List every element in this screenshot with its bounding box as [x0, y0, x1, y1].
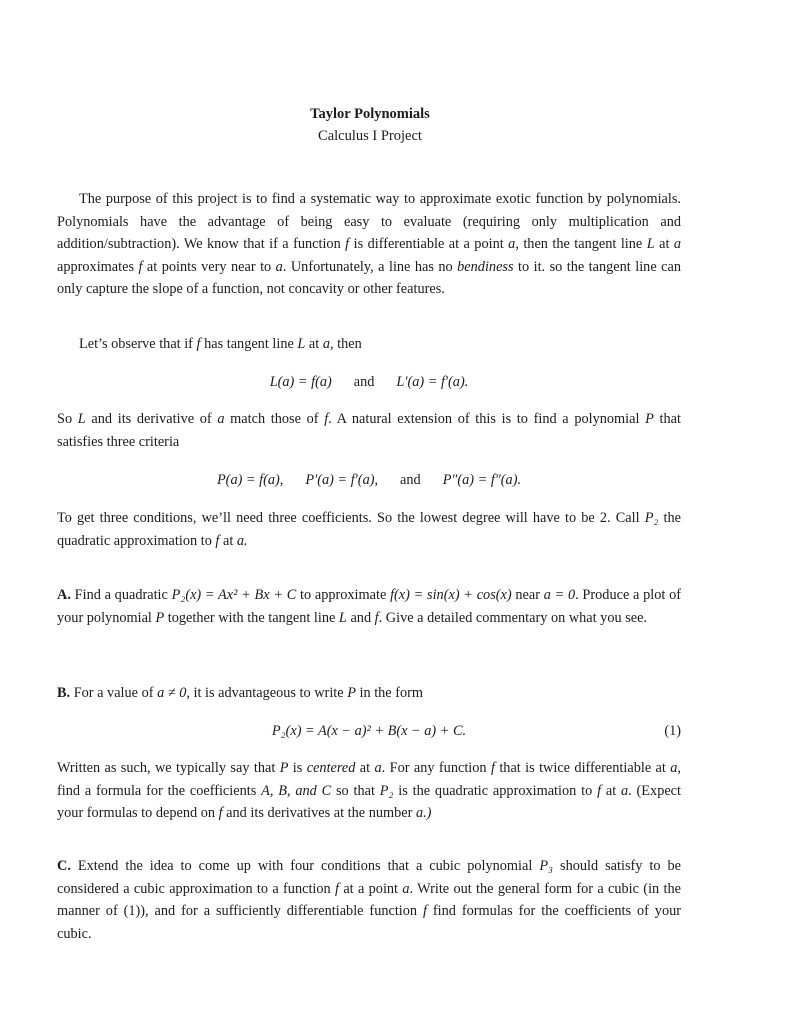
math-coefficients: A, B, and C	[261, 782, 332, 799]
math-a: a	[374, 760, 382, 776]
text-run: in the form	[355, 685, 424, 701]
text-run: . Produce a plot of your polynomial	[57, 587, 681, 626]
part-a-paragraph	[57, 584, 681, 629]
text-run: . Give a detailed commentary on what you see.	[378, 609, 648, 626]
text-run: Written as such, we typically say that	[57, 760, 280, 776]
text-run: at points very near to	[142, 258, 276, 275]
emphasis-centered: centered	[306, 760, 356, 776]
text-run: , then the tangent line	[515, 236, 647, 252]
equation-part: P″(a) = f″(a).	[442, 472, 522, 488]
text-run: . (Expect your formulas to depend on	[57, 782, 682, 821]
text-run: has tangent line	[200, 336, 298, 352]
math-f: f	[218, 805, 223, 821]
math-f: f	[423, 903, 427, 919]
math-f: f	[345, 236, 350, 252]
text-run: and	[346, 609, 375, 626]
emphasis-bendiness: bendiness	[457, 258, 514, 275]
text-run: To get three conditions, we’ll need three coefficients. So the lowest degree will have to be 2. Call	[57, 510, 645, 526]
text-run: that is twice differentiable at	[494, 760, 671, 776]
text-run: should satisfy to be considered a cubic approximation to a function	[57, 858, 681, 897]
text-run: . Unfortunately, a line has no	[282, 258, 458, 275]
part-b-paragraph	[57, 682, 681, 705]
text-run: at	[654, 236, 674, 252]
equation-number: (1)	[664, 723, 681, 739]
text-run: find formulas for the coefficients of your cubic.	[57, 903, 682, 942]
equation-criteria	[57, 469, 681, 492]
math-L: L	[297, 336, 306, 352]
equation-part: L(a) = f(a)	[269, 374, 332, 390]
text-run: and its derivative of	[85, 411, 218, 427]
text-run: . A natural extension of this is to find a polynomial	[328, 411, 646, 427]
math-a: a	[508, 236, 516, 252]
text-run: , find a formula for the coefficients	[57, 760, 681, 799]
text-run: . For any function	[381, 760, 491, 776]
text-run: The purpose of this project is to find a systematic way to approximate exotic function by polynomials. Polynomials have the advantage of being easy to evaluate (requiring only multiplication and addition/subtraction). We know that if a function	[57, 191, 681, 252]
part-a-label: A.	[57, 587, 71, 603]
math-a: a.)	[415, 805, 432, 821]
observe-paragraph	[57, 333, 681, 356]
document-subtitle: Calculus I Project	[318, 128, 422, 144]
math-P: P	[155, 609, 165, 626]
math-a: a	[402, 880, 410, 897]
text-run: So	[57, 411, 78, 427]
math-P2: P₂	[644, 510, 659, 526]
text-run: at	[305, 336, 323, 352]
math-P: P	[645, 411, 654, 427]
text-run: the quadratic approximation to	[57, 510, 682, 549]
text-run: is	[288, 760, 307, 776]
math-a: a	[217, 411, 225, 427]
math-quadratic: P₂(x) = Ax² + Bx + C	[171, 587, 297, 603]
part-c-paragraph	[57, 855, 681, 945]
math-a0: a = 0	[543, 587, 576, 603]
part-b-body	[57, 757, 681, 825]
text-run: Let’s observe that if	[79, 336, 197, 352]
math-a: a	[275, 258, 283, 275]
math-L: L	[77, 411, 86, 427]
math-a: a	[322, 336, 330, 352]
equation-part: P(a) = f(a),	[216, 472, 284, 488]
equation-centered-form	[57, 720, 681, 743]
text-run: For a value of	[70, 685, 158, 701]
math-a: a.	[236, 532, 248, 549]
text-run: to approximate	[296, 587, 391, 603]
text-run: at	[355, 760, 375, 776]
math-a-nonzero: a ≠ 0	[157, 685, 187, 701]
math-P: P	[279, 760, 289, 776]
text-run: Extend the idea to come up with four conditions that a cubic polynomial	[70, 858, 540, 874]
text-run: match those of	[224, 411, 325, 427]
math-f: f	[138, 258, 143, 275]
text-run: so that	[331, 782, 380, 799]
math-f: f	[215, 532, 220, 549]
text-run: . Write out the general form for a cubic (in the manner of (1)), and for a sufficiently differentiable function	[57, 880, 681, 919]
math-a: a	[670, 760, 678, 776]
math-L: L	[646, 236, 655, 252]
math-P2: P₂	[379, 782, 394, 799]
document-title: Taylor Polynomials	[310, 106, 430, 122]
math-f: f	[374, 609, 379, 626]
equation-part: L′(a) = f′(a).	[396, 374, 469, 390]
text-run: is differentiable at a point	[349, 236, 509, 252]
equation-and: and	[353, 374, 375, 390]
text-run: Find a quadratic	[70, 587, 172, 603]
text-run: and its derivatives at the number	[222, 805, 416, 821]
equation-part: P₂(x) = A(x − a)² + B(x − a) + C.	[271, 723, 467, 739]
math-f: f	[490, 760, 495, 776]
math-P3: P₃	[539, 858, 554, 874]
text-run: to it. so the tangent line can only capture the slope of a function, not concavity or other features.	[57, 258, 681, 297]
math-P: P	[347, 685, 356, 701]
equation-part: P′(a) = f′(a),	[305, 472, 379, 488]
math-f: f	[597, 782, 602, 799]
math-a: a	[621, 782, 629, 799]
text-run: , it is advantageous to write	[186, 685, 348, 701]
text-run: together with the tangent line	[164, 609, 339, 626]
text-run: at a point	[339, 880, 403, 897]
text-run: , then	[329, 336, 362, 352]
text-run: that satisfies three criteria	[57, 411, 681, 450]
part-b-label: B.	[57, 685, 71, 701]
equation-and: and	[400, 472, 421, 488]
math-L: L	[338, 609, 347, 626]
text-run: at	[601, 782, 621, 799]
text-run: approximates	[57, 258, 139, 275]
math-function: f(x) = sin(x) + cos(x)	[390, 587, 512, 603]
math-a: a	[673, 236, 682, 252]
text-run: at	[219, 532, 237, 549]
three-paragraph	[57, 507, 681, 552]
math-f: f	[324, 411, 329, 427]
equation-tangent	[57, 371, 681, 394]
text-run: near	[511, 587, 544, 603]
math-f: f	[196, 336, 201, 352]
so-paragraph	[57, 408, 681, 453]
intro-paragraph	[57, 188, 681, 301]
text-run: is the quadratic approximation to	[393, 782, 598, 799]
math-f: f	[335, 880, 339, 897]
part-c-label: C.	[57, 858, 71, 874]
